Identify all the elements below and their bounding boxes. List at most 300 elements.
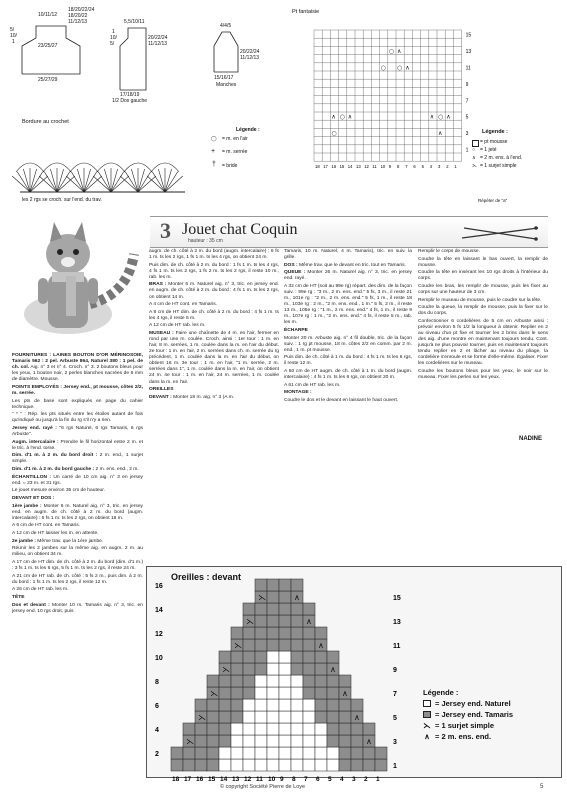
column-number: 3 [352,776,356,783]
col3-paragraph [284,284,412,326]
tamaris-swatch [423,711,431,718]
column-number: 12 [364,164,369,170]
naturel-cell [303,711,315,723]
tamaris-cell [327,687,339,699]
tamaris-cell [207,711,219,723]
crochet-stitch-line [23,169,30,192]
col1-paragraph [12,412,143,424]
paragraph-heading: MONTAGE : [284,390,312,396]
ear-legend-k2tog [423,731,513,742]
column-number: 1 [454,164,457,170]
crochet-diagram [10,126,195,206]
tamaris-cell [339,747,351,759]
tamaris-cell [327,675,339,687]
crochet-stitch-line [98,172,111,192]
paragraph-text: A 12 cm de HT rab. les m. [149,323,206,329]
column-number: 18 [315,164,320,170]
naturel-cell [255,711,267,723]
footer-copyright: © copyright Société Pierre de Loye [220,784,306,790]
naturel-cell [243,699,255,711]
paragraph-text: " * " : Rép. les pts situés entre les étoiles autant de fois qu'indiqué ou jusqu'à la fin du rg s'il n'y a rien. [12,412,143,424]
naturel-cell [231,759,243,771]
paragraph-heading: OREILLES [149,387,174,393]
tamaris-cell [243,603,255,615]
paragraph-text: A 21 cm de HT rab. de ch. côté : 5 fs 2 m., puis dim. à 2 m. du bord : 1 fs 1 m. ts les 2 rgs, il reste 12 m. [12,573,143,585]
col1-paragraph [12,587,143,593]
row-number: 16 [155,583,163,590]
sleeve-right-label-2: 11/12/13 [240,55,260,61]
column-number: 9 [388,164,392,170]
row-number: 1 [393,763,397,770]
column-number: 11 [372,164,377,170]
ear-chart-grid [147,577,417,783]
tamaris-cell [255,603,267,615]
tamaris-cell [243,627,255,639]
tamaris-cell [327,651,339,663]
row-number: 10 [155,655,163,662]
col4-paragraph [418,305,548,317]
col4-paragraph [418,270,548,282]
naturel-cell [231,723,243,735]
naturel-cell [279,687,291,699]
pt-legend-2: = 1 jeté [480,147,497,153]
cat-toy-illustration [8,214,146,350]
tamaris-cell [267,591,279,603]
paragraph-text: A 32 cm de HT (soit au 99e rg) répart. des dim. de la façon suiv. : 99e rg : "3 m., 2 m. ens. end." 5 fs, 3 m., il reste 21 m., 101e rg : "2 m., 2 m. ens. end." 5 fs, 1 m., il reste 18 m., 103e rg : 2 m., "2 m. ens. end., 1 m." 5 fs, 2 m., il reste 13 m., 105e rg : "1 m., 2 m. ens. end." 4 fs, 1 m., il reste 9 m., 107e rg : 1 m., "2 m. ens. end." 4 fs, il reste 5 m., rab. les m. [284,284,412,326]
tamaris-cell [363,759,375,771]
ear-legend-title: Légende : [423,688,459,697]
column-number: 4 [429,164,433,170]
pt-chart-title: Pt fantaisie [292,9,320,15]
tamaris-cell [183,723,195,735]
tamaris-cell [327,699,339,711]
tamaris-cell [291,663,303,675]
tamaris-cell [291,651,303,663]
tamaris-cell [291,579,303,591]
paragraph-text: Monter 20 m. Arbuste aig. n° 4 fil double, tric. de la façon suiv. : 1 rg pt mousse, 18 m. côtes 2/2 en comm. par 2 m. end., 1 m. pt mousse. [284,335,412,353]
crochet-stitch-line [84,169,91,192]
decrease-symbol: ∧ [294,593,300,602]
crochet-stitch-line [30,176,48,192]
col3-paragraph [284,383,412,389]
front-side-label-1: 5/ [10,27,15,33]
crochet-legend-title: Légende : [236,127,260,133]
tamaris-cell [219,675,231,687]
tamaris-cell [243,675,255,687]
column-number: 16 [331,164,337,170]
col3-paragraph [284,390,412,396]
sleeve-top-label: 4/4/5 [220,23,232,29]
naturel-cell [279,675,291,687]
row-number: 13 [393,619,401,626]
decrease-symbol: ⋋ [234,641,242,650]
paragraph-text: Remplir le museau de mousse, puis le coudre sur la tête. [418,297,542,303]
tamaris-cell [219,699,231,711]
naturel-cell [291,735,303,747]
naturel-cell [267,747,279,759]
crochet-stitch-line [111,172,124,192]
column-number: 16 [196,776,204,783]
naturel-cell [267,699,279,711]
naturel-cell [255,735,267,747]
tamaris-cell [339,711,351,723]
stitch-symbol: ∧ [446,113,451,121]
column-number: 3 [438,164,441,170]
ear-chart-title: Oreilles : devant [171,572,242,582]
col3-paragraph [284,328,412,334]
paragraph-heading: Augm. intercalaire : [12,439,59,445]
naturel-cell [267,675,279,687]
col1-paragraph [12,574,143,586]
naturel-cell [303,699,315,711]
paragraph-text: A 6 cm de HT cont. en Tamaris. [12,523,81,529]
column-number: 2 [364,776,368,783]
tamaris-cell [327,711,339,723]
text-column-2 [149,249,279,402]
front-top-label: 10/11/12 [38,12,58,18]
tamaris-cell [219,651,231,663]
tamaris-cell [195,735,207,747]
crochet-stitch-line [104,169,111,192]
col1-paragraph [12,453,143,465]
column-number: 13 [232,776,240,783]
decrease-symbol: ∧ [342,689,348,698]
paragraph-text: A 12 cm de HT laisser les m. en attente. [12,530,99,536]
tamaris-cell [207,759,219,771]
crochet-title: Bordure au crochet [22,119,69,125]
tamaris-cell [351,735,363,747]
crochet-stitch-line [66,176,84,192]
naturel-cell [255,699,267,711]
front-side-label-3: 1 [12,39,15,45]
ear-legend-naturel [423,698,513,709]
naturel-cell [267,687,279,699]
front-right-label-3: 11/12/13 [68,19,88,25]
ear-legend-skp [423,720,513,731]
tamaris-cell [231,675,243,687]
pt-chart-repeat-note: Répéter de "a" [478,198,508,203]
col4-paragraph [418,319,548,367]
paragraph-text: Même trav. que le devant en tric. tout en Tamaris. [297,262,406,268]
sleeve-bottom-label: 15/16/17 [214,75,234,81]
tamaris-cell [171,759,183,771]
col1-paragraph [12,475,143,487]
stitch-symbol: ∧ [397,48,402,56]
col3-paragraph [284,270,412,282]
tamaris-cell [291,627,303,639]
tamaris-cell [315,711,327,723]
tamaris-cell [279,627,291,639]
col1-paragraph [12,353,143,383]
col4-paragraph [418,249,548,255]
ear-chart-section [146,566,562,783]
col3-paragraph [284,355,412,367]
front-right-label: 18/20/22/24 [68,7,95,13]
tamaris-cell [339,699,351,711]
col2-paragraph [149,323,279,329]
column-number: 15 [208,776,216,783]
naturel-cell [303,735,315,747]
col1-paragraph [12,504,143,522]
col4-paragraph [418,298,548,304]
col1-paragraph [12,426,143,438]
paragraph-text: Monter 6 m. Naturel aig. n° 3, tric. en jersey end. en augm. de ch. côté à 2 m. du bord (augm. intercalaire) : 5 fs 1 m. ts les 2 rgs, on obtient 16 m. [12,503,144,521]
row-number: 8 [155,679,159,686]
column-number: 9 [280,776,284,783]
paragraph-text: Prendre le fil horizontal entre 2 m. et le tric. à l'end. torse. [12,439,143,451]
pattern-number: 3 [160,218,171,243]
col2-paragraph [149,302,279,308]
col3-paragraph [284,398,412,404]
ear-legend-tamaris [423,709,513,720]
paragraph-heading: TÊTE [12,594,25,600]
back-side-label-1: 1 [112,29,115,35]
paragraph-text: Puis dim. de ch. côté à 2 m. du bord : 1 fs 1 m. ts les 4 rgs, 4 fs 1 m. ts les 2 rgs, 1 fs 2 m. ts les 2 rgs, il reste 10 m., rab. les m. [149,262,279,280]
col1-paragraph [12,531,143,537]
tamaris-cell [255,579,267,591]
col2-paragraph [149,263,279,281]
col2-paragraph [149,395,279,401]
row-number: 11 [393,643,401,650]
paragraph-text: Monter 26 m. Naturel aig. n° 3, tric. en jersey end. rayé. [284,270,412,282]
naturel-cell [255,723,267,735]
pattern-title: Jouet chat Coquin [182,221,298,238]
ear-legend-4: = 2 m. ens. end. [435,732,492,741]
tamaris-cell [219,687,231,699]
col3-paragraph [284,369,412,381]
paragraph-text: Monter 18 m. aig. n° 3 (A m. [171,394,235,400]
decrease-symbol: ⋋ [246,617,254,626]
column-number: 10 [380,164,386,170]
back-piece-outline [120,28,146,90]
tamaris-cell [303,675,315,687]
naturel-cell [279,735,291,747]
text-column-4 [418,249,548,383]
crochet-stitch-line [30,172,43,192]
naturel-cell [267,651,279,663]
decrease-symbol: ⋋ [258,593,266,602]
column-number: 6 [316,776,320,783]
tamaris-cell [315,699,327,711]
column-number: 5 [421,164,424,170]
paragraph-text: Le jouet mesure environ 35 cm de hauteur. [12,488,105,494]
paragraph-text: 2 m. end., 1 surjet simple. [12,453,143,465]
front-right-label-2: 18/20/22 [68,13,88,19]
tamaris-cell [315,627,327,639]
naturel-cell [327,747,339,759]
tamaris-cell [243,651,255,663]
tamaris-cell [231,699,243,711]
cat-photo [8,214,146,350]
decrease-symbol: ⋋ [198,713,206,722]
tamaris-cell [375,759,387,771]
tamaris-cell [279,579,291,591]
tamaris-cell [195,723,207,735]
crochet-stitch-line [138,169,145,192]
col2-paragraph [149,331,279,385]
pt-chart-grid [310,16,480,186]
paragraph-text: Coudre la queue, la remplir de mousse, puis la fixer sur le dos du corps. [418,305,548,317]
tamaris-cell [207,723,219,735]
naturel-cell [279,711,291,723]
stitch-symbol: ○ [388,48,395,56]
double-crochet-icon: † [212,161,216,168]
crochet-stitch-line [138,176,156,192]
naturel-cell [279,723,291,735]
column-number: 11 [256,776,263,783]
paragraph-heading: ÉCHANTILLON : [12,474,52,480]
crochet-stitch-line [50,169,57,192]
tamaris-cell [207,699,219,711]
naturel-cell [219,747,231,759]
k2tog-symbol-icon: ∧ [424,732,430,741]
paragraph-text: augm. de ch. côté à 2 m. du bord (augm. intercalaire) : 6 fs 1 m. ts les 2 rgs, 1 fs 1 m. ts les 4 rgs, on obtient 24 m. [149,249,279,261]
paragraph-text: A 4 cm de HT cont. en Tamaris. [149,302,218,308]
column-number: 10 [268,776,276,783]
tamaris-cell [303,651,315,663]
crochet-stitch-line [84,172,97,192]
paragraph-text: Coudre les boutons bleus pour les yeux, le noir sur le museau. Fixer les perles sur les yeux. [418,369,548,381]
pt-legend-title: Légende : [482,129,508,135]
paragraph-heading: DEVANT ET DOS : [12,495,55,501]
col1-paragraph [12,440,143,452]
crochet-stitch-line [39,176,57,192]
paragraph-text: A 8 cm de HT dim. de ch. côté à 2 m. du bord : 4 fs 1 m. ts les 4 rgs, il reste 6 m. [149,309,279,321]
crochet-stitch-line [111,169,118,192]
tamaris-cell [171,747,183,759]
tamaris-cell [327,735,339,747]
sleeve-right-label: 20/22/24 [240,49,260,55]
tamaris-cell [303,603,315,615]
naturel-cell [231,747,243,759]
tamaris-cell [243,687,255,699]
back-right-label-2: 11/12/13 [148,41,168,47]
crochet-caption: les 2 rgs se croch. sur l'end. du trav. [22,197,102,203]
naturel-cell [291,723,303,735]
crochet-section [8,116,280,212]
col1-paragraph [12,488,143,494]
knitting-needles-icon [460,223,540,243]
naturel-cell [255,747,267,759]
column-number: 4 [340,776,344,783]
naturel-cell [291,699,303,711]
tamaris-cell [207,747,219,759]
tamaris-cell [351,723,363,735]
tamaris-cell [315,675,327,687]
naturel-cell [243,711,255,723]
paragraph-text: Réunir les 2 jambes sur la même aig. en augm. 2 m. au milieu, on obtient 34 m. [12,546,143,558]
decrease-symbol: ∧ [330,665,336,674]
naturel-cell [291,759,303,771]
tamaris-cell [339,759,351,771]
column-number: 8 [397,164,400,170]
signature: NADINE [519,436,543,442]
crochet-stitch-line [152,172,165,192]
paragraph-text: 2 m. ens. end., 2 m. [94,466,139,472]
column-number: 1 [376,776,380,783]
crochet-stitch-line [57,169,64,192]
naturel-swatch [423,700,431,707]
tamaris-cell [255,651,267,663]
col2-paragraph [149,282,279,300]
paragraph-text: Puis dim. de ch. côté à 1 m. du bord : 4 fs 1 m. ts les 6 rgs, il reste 12 m. [284,355,412,367]
back-side-label-2: 10/ [110,35,117,41]
tamaris-cell [231,627,243,639]
tamaris-cell [231,687,243,699]
column-number: 8 [292,776,296,783]
crochet-stitch-line [30,169,37,192]
col4-paragraph [418,284,548,296]
paragraph-heading: FOURNITURES : LAINES BOUTON D'OR MÉRINOSOIE, Tamaris 562 : 2 pel. Arbuste 864, Naturel 380 : 1 pel. de ch. col. [12,353,143,371]
column-number: 7 [405,164,408,170]
tamaris-cell [243,639,255,651]
tamaris-cell [243,663,255,675]
back-bottom-label: 17/18/19 [120,92,140,98]
crochet-stitch-line [71,172,84,192]
naturel-cell [315,759,327,771]
paragraph-text: Même trav. que la 1ère jambe. [35,538,104,544]
tamaris-cell [279,603,291,615]
pt-legend-3: = 2 m. ens. à l'end. [480,155,523,161]
ear-legend-3: = 1 surjet simple [435,721,494,730]
tamaris-cell [303,687,315,699]
front-side-label-2: 10/ [10,33,17,39]
naturel-cell [267,723,279,735]
row-number: 3 [465,131,469,138]
paragraph-text: Monter 10 m. Tamaris aig. n° 3, tric. en jersey end. 10 rgs droit, puis [12,602,143,614]
ear-legend-1: = Jersey end. Naturel [435,699,511,708]
tamaris-cell [303,663,315,675]
column-number: 6 [413,164,416,170]
back-side-label-3: 5/ [110,41,115,47]
paragraph-text: Les pts de base sont expliqués en page du cahier technique. [12,398,143,410]
naturel-cell [219,759,231,771]
paragraph-text: Un carré de 10 cm aig. n° 3 en jersey end. = 23 m. et 31 rgs. [12,474,143,486]
paragraph-text: Coudre la tête en laissant le bas ouvert, la remplir de mousse. [418,256,548,268]
naturel-cell [279,699,291,711]
col1-paragraph [12,539,143,545]
tamaris-cell [267,639,279,651]
paragraph-text: A 17 cm de HT dim. de ch. côté à 2 m. du bord (dim. d'1 m.) : 3 fs 1 m. ts les 6 rgs, 5 fs 1 m. ts les 2 rgs, il reste 24 m. [12,559,143,571]
col2-paragraph [149,387,279,393]
column-number: 14 [347,164,353,170]
crochet-stitch-line [120,176,138,192]
col2-paragraph [149,310,279,322]
col1-paragraph [12,399,143,411]
paragraph-text: Faire une chaînette de 4 m. en l'air, fermer en rond par une m. coulée. Croch. ainsi : 1er tour : 1 m. en l'air, 8 m. serrées, 1 m. coulée dans la m. en l'air du début. 2e tour : 1 m. en l'air, 2 m. serrées dans ch. m. serrée du rg précédent, 1 m. coulée dans la m. en l'air du début, on obtient 16 m. 3e tour : 1 m. en l'air, "1 m. serrée, 2 m. serrées dans 1", 1 m. coulée dans la m. en l'air, on obtient 24 m. 4e tour : 1 m. en l'air, 24 m. serrées, 1 m. coulée dans la m. en l'air. [149,331,279,385]
single-crochet-icon: + [211,148,216,155]
crochet-legend-2: = m. serrée [222,149,248,155]
decrease-symbol: ∧ [354,713,360,722]
paragraph-text: Monter 6 m. Naturel aig. n° 3, tric. en jersey end. en augm. de ch. côté à 2 m. du bord : 4 fs 1 m. ts les 2 rgs, on obtient 14 m. [149,282,279,300]
paragraph-text: Coudre les bras, les remplir de mousse, puis les fixer au corps sur une hauteur de 3 cm. [418,284,548,296]
decrease-symbol: ⋋ [186,737,194,746]
crochet-legend-1: = m. en l'air [222,136,248,142]
col2-paragraph [149,249,279,261]
tamaris-cell [207,735,219,747]
naturel-cell [267,711,279,723]
row-number: 11 [465,65,471,72]
naturel-cell [291,747,303,759]
col1-paragraph [12,546,143,558]
pt-legend-4: = 1 surjet simple [480,163,517,169]
naturel-cell [267,663,279,675]
ear-legend-2: = Jersey end. Tamaris [435,710,514,719]
tamaris-cell [207,675,219,687]
tamaris-cell [315,663,327,675]
tamaris-cell [351,759,363,771]
crochet-stitch-line [57,176,75,192]
